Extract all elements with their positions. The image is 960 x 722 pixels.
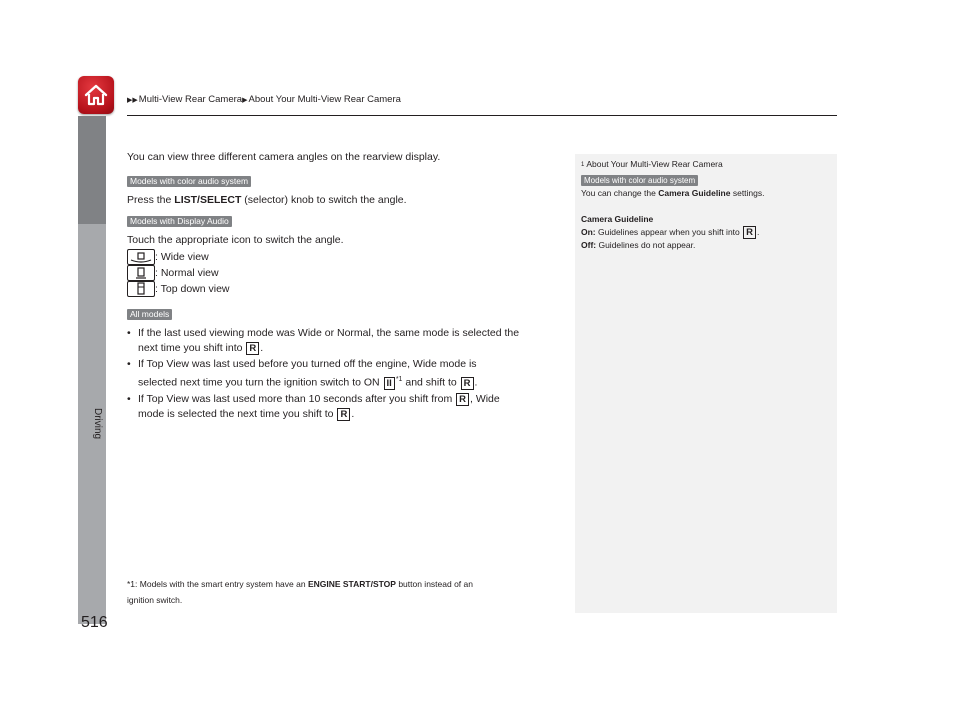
sidebar-note bbox=[575, 154, 837, 613]
touch-instruction: Touch the appropriate icon to switch the angle. bbox=[127, 234, 344, 246]
list-item: : Wide view bbox=[127, 249, 557, 265]
list-item: • If Top View was last used before you turned off the engine, Wide mode is selected next time you turn the ignition switch to ON II $^{*1}$ and shift to R . bbox=[127, 357, 557, 391]
bullet-list bbox=[127, 326, 557, 422]
model-badge: Models with Display Audio bbox=[127, 216, 232, 227]
note-title: 1 About Your Multi-View Rear Camera bbox=[581, 159, 723, 169]
gear-r-icon: R bbox=[246, 342, 259, 355]
list-item: : Top down view bbox=[127, 281, 557, 297]
chapter-label: Driving bbox=[92, 408, 103, 440]
breadcrumb bbox=[127, 94, 401, 105]
list-item: : Normal view bbox=[127, 265, 557, 281]
home-button[interactable] bbox=[78, 76, 114, 114]
model-badge: Models with color audio system bbox=[127, 176, 251, 187]
top-down-view-icon[interactable] bbox=[127, 281, 155, 297]
intro-text: You can view three different camera angles on the rearview display. bbox=[127, 151, 441, 163]
breadcrumb-item[interactable]: Multi-View Rear Camera bbox=[138, 94, 243, 105]
press-instruction: Press the LIST/SELECT (selector) knob to switch the angle. bbox=[127, 194, 407, 206]
breadcrumb-arrow-icon: ▶ bbox=[242, 97, 248, 104]
breadcrumb-arrow-icon: ▶▶ bbox=[127, 97, 138, 104]
breadcrumb-item[interactable]: About Your Multi-View Rear Camera bbox=[248, 94, 401, 105]
guideline-on: On: Guidelines appear when you shift into R . bbox=[581, 227, 760, 238]
view-list bbox=[127, 249, 557, 297]
list-item: • If Top View was last used more than 10 seconds after you shift from R , Wide mode is selected the next time you shift to R . bbox=[127, 392, 557, 422]
gear-r-icon: R bbox=[456, 393, 469, 406]
main-content bbox=[127, 150, 557, 422]
normal-view-icon[interactable] bbox=[127, 265, 155, 281]
wide-view-icon[interactable] bbox=[127, 249, 155, 265]
chapter-tab[interactable] bbox=[78, 116, 106, 624]
gear-r-icon: R bbox=[743, 226, 756, 239]
header-divider bbox=[127, 115, 837, 116]
note-text: You can change the Camera Guideline settings. bbox=[581, 188, 765, 198]
model-badge: Models with color audio system bbox=[581, 175, 698, 186]
footnote: *1: Models with the smart entry system have an ENGINE START/STOP button instead of an ignition switch. bbox=[127, 579, 473, 605]
gear-r-icon: R bbox=[337, 408, 350, 421]
list-item: • If the last used viewing mode was Wide or Normal, the same mode is selected the next time you shift into R . bbox=[127, 326, 557, 356]
gear-r-icon: R bbox=[461, 377, 474, 390]
home-icon bbox=[83, 82, 109, 108]
guideline-heading: Camera Guideline bbox=[581, 214, 654, 224]
guideline-off: Off: Guidelines do not appear. bbox=[581, 240, 696, 250]
page-number: 516 bbox=[81, 614, 108, 631]
chapter-tab-highlight bbox=[78, 116, 106, 224]
ignition-ii-icon: II bbox=[384, 377, 395, 390]
model-badge: All models bbox=[127, 309, 172, 320]
